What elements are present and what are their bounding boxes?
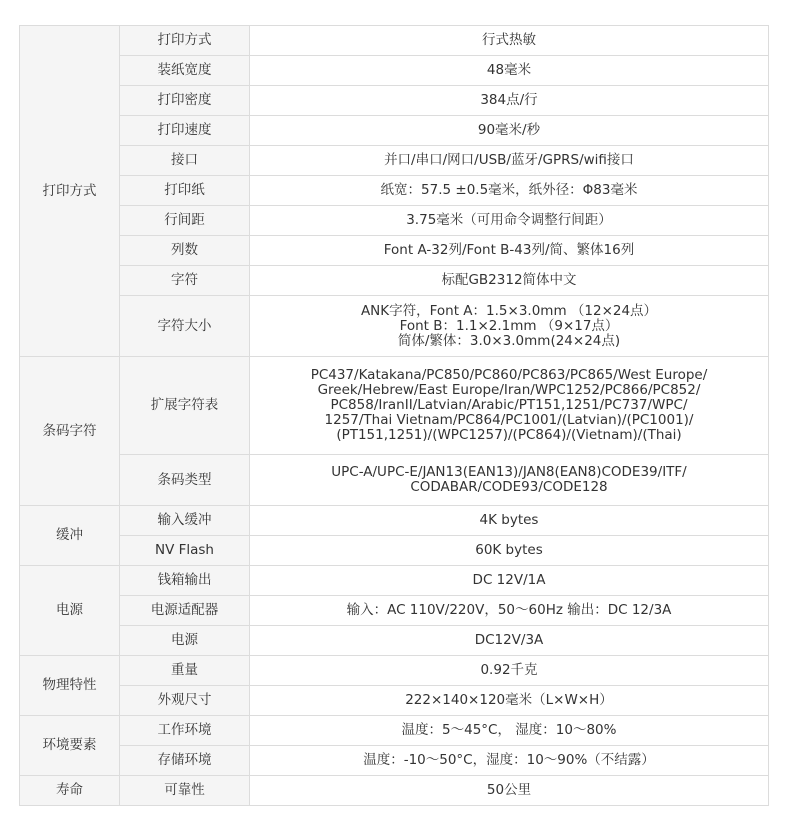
spec-value-cell: 行式热敏: [250, 26, 769, 56]
spec-key-cell: 字符大小: [120, 296, 250, 357]
spec-row: [20, 566, 769, 596]
spec-row: [20, 746, 769, 776]
spec-row: [20, 146, 769, 176]
spec-row: [20, 686, 769, 716]
spec-row: [20, 536, 769, 566]
spec-row: [20, 776, 769, 806]
spec-row: [20, 86, 769, 116]
spec-value-cell: 60K bytes: [250, 536, 769, 566]
spec-key-cell: 行间距: [120, 206, 250, 236]
spec-row: [20, 176, 769, 206]
spec-value-cell: 标配GB2312简体中文: [250, 266, 769, 296]
spec-key-cell: 条码类型: [120, 455, 250, 506]
spec-row: [20, 26, 769, 56]
category-cell: 条码字符: [20, 357, 120, 506]
spec-value-cell: DC12V/3A: [250, 626, 769, 656]
spec-value-cell: 384点/行: [250, 86, 769, 116]
spec-key-cell: 重量: [120, 656, 250, 686]
spec-value-cell: 并口/串口/网口/USB/蓝牙/GPRS/wifi接口: [250, 146, 769, 176]
spec-table: [19, 25, 769, 806]
spec-key-cell: 可靠性: [120, 776, 250, 806]
spec-value-cell: 纸宽：57.5 ±0.5毫米，纸外径：Φ83毫米: [250, 176, 769, 206]
spec-key-cell: 打印速度: [120, 116, 250, 146]
spec-value-cell: 90毫米/秒: [250, 116, 769, 146]
spec-value-cell: 48毫米: [250, 56, 769, 86]
category-cell: 物理特性: [20, 656, 120, 716]
spec-key-cell: 工作环境: [120, 716, 250, 746]
spec-value-cell: ANK字符，Font A：1.5×3.0mm （12×24点） Font B：1.1×2.1mm （9×17点） 简体/繁体：3.0×3.0mm(24×24点): [250, 296, 769, 357]
spec-value-cell: UPC-A/UPC-E/JAN13(EAN13)/JAN8(EAN8)CODE39/ITF/ CODABAR/CODE93/CODE128: [250, 455, 769, 506]
spec-value-cell: 4K bytes: [250, 506, 769, 536]
spec-row: [20, 56, 769, 86]
category-cell: 缓冲: [20, 506, 120, 566]
spec-value-cell: PC437/Katakana/PC850/PC860/PC863/PC865/West Europe/ Greek/Hebrew/East Europe/Iran/WPC1252/PC866/PC852/ PC858/IranII/Latvian/Arabic/PT151,1251/PC737/WPC/ 1257/Thai Vietnam/PC864/PC1001/(Latvian)/(PC1001)/ (PT151,1251)/(WPC1257)/(PC864)/(Vietnam)/(Thai): [250, 357, 769, 455]
spec-key-cell: 存储环境: [120, 746, 250, 776]
spec-key-cell: 打印密度: [120, 86, 250, 116]
spec-key-cell: 扩展字符表: [120, 357, 250, 455]
spec-row: [20, 716, 769, 746]
spec-key-cell: 打印纸: [120, 176, 250, 206]
spec-value-cell: 3.75毫米（可用命令调整行间距）: [250, 206, 769, 236]
spec-row: [20, 116, 769, 146]
spec-key-cell: 外观尺寸: [120, 686, 250, 716]
spec-key-cell: 打印方式: [120, 26, 250, 56]
spec-row: [20, 656, 769, 686]
category-cell: 寿命: [20, 776, 120, 806]
spec-key-cell: 钱箱输出: [120, 566, 250, 596]
spec-row: [20, 236, 769, 266]
spec-key-cell: 字符: [120, 266, 250, 296]
spec-key-cell: 列数: [120, 236, 250, 266]
spec-row: [20, 455, 769, 506]
category-cell: 环境要素: [20, 716, 120, 776]
spec-value-cell: DC 12V/1A: [250, 566, 769, 596]
spec-value-cell: 50公里: [250, 776, 769, 806]
spec-key-cell: 输入缓冲: [120, 506, 250, 536]
spec-row: [20, 596, 769, 626]
spec-row: [20, 266, 769, 296]
spec-value-cell: 输入：AC 110V/220V，50～60Hz 输出：DC 12/3A: [250, 596, 769, 626]
spec-key-cell: 电源: [120, 626, 250, 656]
spec-table-body: [20, 26, 769, 806]
spec-key-cell: 接口: [120, 146, 250, 176]
spec-value-cell: 温度：-10～50°C，湿度：10～90%（不结露）: [250, 746, 769, 776]
spec-key-cell: NV Flash: [120, 536, 250, 566]
spec-value-cell: 222×140×120毫米（L×W×H）: [250, 686, 769, 716]
spec-key-cell: 电源适配器: [120, 596, 250, 626]
spec-row: [20, 506, 769, 536]
spec-row: [20, 296, 769, 357]
spec-value-cell: 0.92千克: [250, 656, 769, 686]
spec-key-cell: 装纸宽度: [120, 56, 250, 86]
spec-row: [20, 626, 769, 656]
spec-row: [20, 357, 769, 455]
category-cell: 打印方式: [20, 26, 120, 357]
category-cell: 电源: [20, 566, 120, 656]
spec-value-cell: Font A-32列/Font B-43列/简、繁体16列: [250, 236, 769, 266]
spec-row: [20, 206, 769, 236]
spec-value-cell: 温度：5～45°C， 湿度：10～80%: [250, 716, 769, 746]
